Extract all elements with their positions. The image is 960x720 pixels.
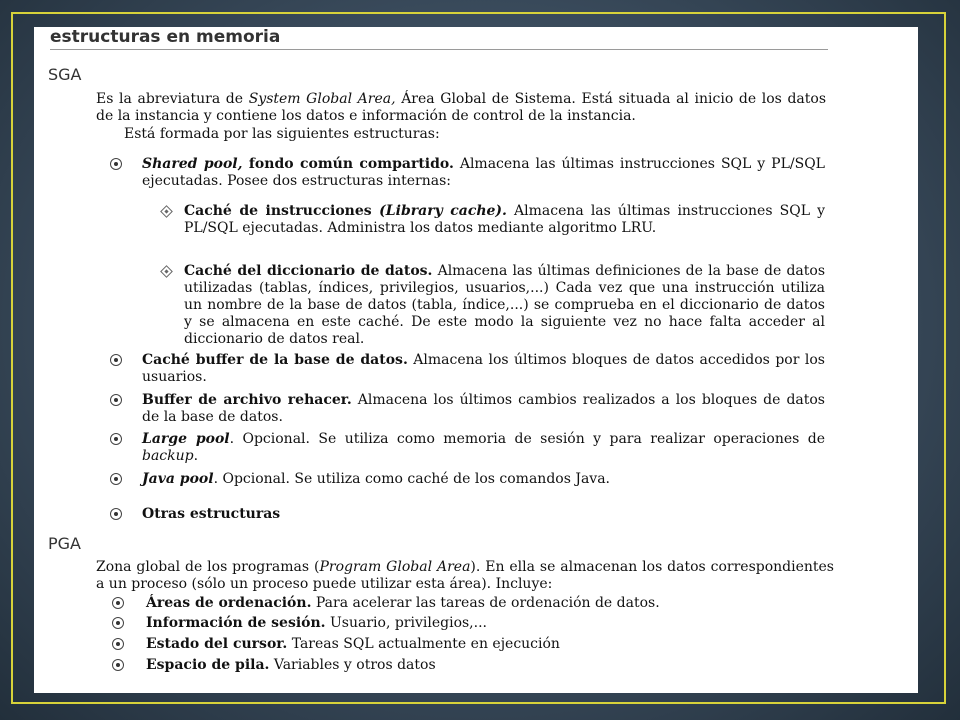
- radio-bullet-icon: [112, 617, 124, 629]
- radio-bullet-icon: [112, 659, 124, 671]
- other-structures-item: Otras estructuras: [142, 506, 281, 522]
- document-page: [34, 27, 918, 693]
- dictionary-cache-text: Almacena las últimas definiciones de la base de datos utilizadas (tablas, índices, privilegios, usuarios,...) Cada vez que una instrucción utiliza un nombre de la base de datos (tabla, índice,...) se comprueba en el diccionario de datos y se almacena en este caché. De este modo la siguiente vez no hace falta acceder al diccionario de datos real.: [184, 263, 826, 347]
- radio-bullet-icon: [110, 433, 122, 445]
- radio-bullet-icon: [110, 508, 122, 520]
- diamond-bullet-icon: [160, 205, 173, 218]
- pga-intro: [96, 559, 834, 593]
- pga-item-text: Variables y otros datos: [269, 657, 436, 673]
- pga-title: PGA: [48, 534, 81, 553]
- dictionary-cache-name: Caché del diccionario de datos.: [184, 263, 433, 279]
- redo-buffer-item: [142, 392, 825, 426]
- dictionary-cache-item: [184, 263, 825, 348]
- sga-lead: Está formada por las siguientes estructuras:: [124, 126, 440, 142]
- library-cache-term: (Library cache).: [379, 203, 507, 219]
- large-pool-item: [142, 431, 825, 465]
- pga-item-text: Usuario, privilegios,...: [325, 615, 487, 631]
- sga-intro-term: System Global Area,: [248, 91, 396, 107]
- large-pool-name: Large pool: [142, 431, 230, 447]
- radio-bullet-icon: [110, 394, 122, 406]
- pga-item-text: Para acelerar las tareas de ordenación de datos.: [311, 595, 660, 611]
- pga-item-name: Áreas de ordenación.: [146, 595, 312, 611]
- library-cache-text: Almacena las últimas instrucciones SQL y PL/SQL ejecutadas. Administra los datos mediante algoritmo LRU.: [184, 203, 825, 236]
- pga-intro-term: Program Global Area: [319, 559, 471, 575]
- sga-intro-text-1: Es la abreviatura de: [96, 91, 249, 107]
- large-pool-text: . Opcional. Se utiliza como memoria de sesión y para realizar operaciones de: [229, 431, 825, 447]
- radio-bullet-icon: [110, 354, 122, 366]
- redo-buffer-name: Buffer de archivo rehacer.: [142, 392, 352, 408]
- pga-item-text: Tareas SQL actualmente en ejecución: [287, 636, 560, 652]
- page-heading: estructuras en memoria: [50, 27, 828, 50]
- pga-intro-text-1: Zona global de los programas (: [96, 559, 320, 575]
- shared-pool-text: Almacena las últimas instrucciones SQL y PL/SQL ejecutadas. Posee dos estructuras internas:: [142, 156, 825, 189]
- redo-buffer-text: Almacena los últimos cambios realizados a los bloques de datos de la base de datos.: [142, 392, 825, 425]
- pga-item: [146, 636, 846, 653]
- sga-intro-text-2: Área Global de Sistema. Está situada al inicio de los datos de la instancia y contiene los datos e información de control de la instancia.: [96, 91, 827, 124]
- pga-item-name: Estado del cursor.: [146, 636, 288, 652]
- pga-intro-text-2: ). En ella se almacenan los datos correspondientes a un proceso (sólo un proceso puede utilizar esta área). Incluye:: [96, 559, 834, 592]
- diamond-bullet-icon: [160, 265, 173, 278]
- shared-pool-name: Shared pool,: [142, 156, 243, 172]
- pga-item: [146, 595, 846, 612]
- radio-bullet-icon: [110, 473, 122, 485]
- sga-title: SGA: [48, 65, 82, 84]
- pga-item-name: Espacio de pila.: [146, 657, 270, 673]
- pga-item: [146, 657, 846, 674]
- shared-pool-item: [142, 156, 825, 190]
- library-cache-item: [184, 203, 825, 237]
- shared-pool-subtitle: fondo común compartido.: [242, 156, 454, 172]
- radio-bullet-icon: [112, 638, 124, 650]
- sga-intro: [96, 91, 826, 125]
- pga-item-name: Información de sesión.: [146, 615, 326, 631]
- java-pool-text: . Opcional. Se utiliza como caché de los comandos Java.: [213, 471, 611, 487]
- buffer-cache-item: [142, 352, 825, 386]
- buffer-cache-text: Almacena los últimos bloques de datos accedidos por los usuarios.: [142, 352, 825, 385]
- buffer-cache-name: Caché buffer de la base de datos.: [142, 352, 408, 368]
- radio-bullet-icon: [112, 597, 124, 609]
- library-cache-name: Caché de instrucciones: [184, 203, 380, 219]
- large-pool-period: .: [193, 448, 199, 464]
- java-pool-name: Java pool: [142, 471, 214, 487]
- large-pool-backup: backup: [142, 448, 194, 464]
- java-pool-item: [142, 471, 825, 488]
- radio-bullet-icon: [110, 158, 122, 170]
- pga-item: [146, 615, 846, 632]
